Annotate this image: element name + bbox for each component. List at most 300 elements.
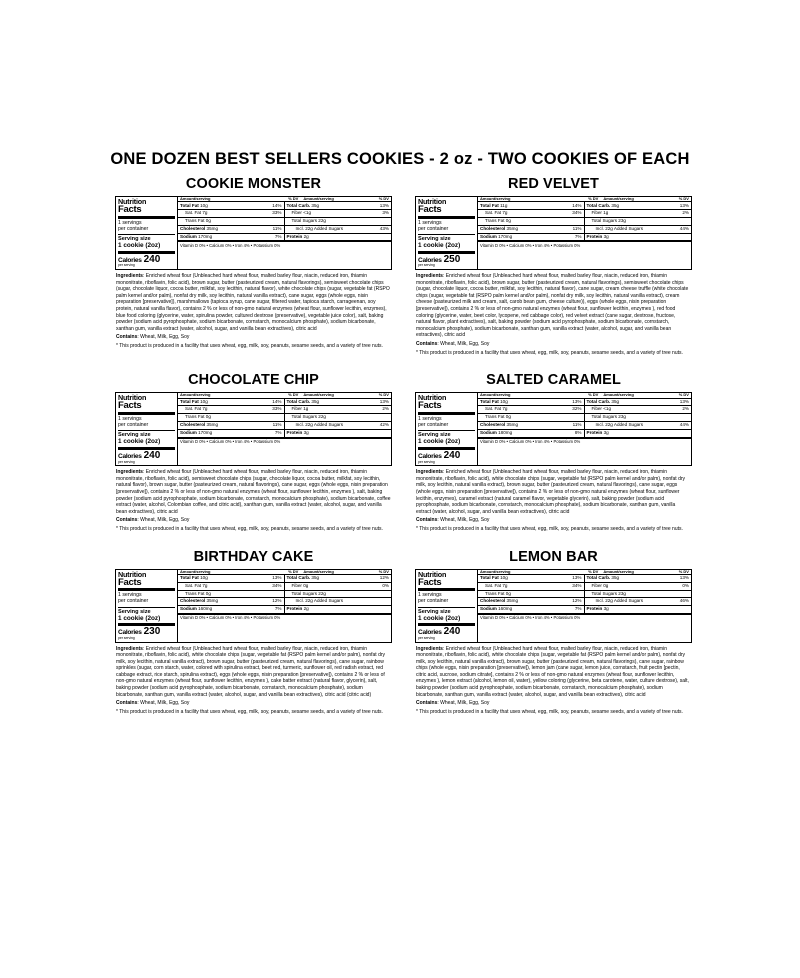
contains-text: Contains: Wheat, Milk, Egg, Soy <box>416 340 490 347</box>
nutrition-row-dv: 0% <box>682 582 689 588</box>
nutrition-row-dv: 7% <box>574 606 582 612</box>
nutrition-row-label: Trans Fat 0g <box>185 218 211 224</box>
header-amount-per-serving-left: Amount/serving <box>480 196 511 201</box>
calories-sublabel: per serving <box>118 459 135 464</box>
serving-size-label: Serving size <box>118 236 151 243</box>
nutrition-columns <box>478 399 691 439</box>
nutrition-summary-column <box>116 570 178 642</box>
ingredients-label: Ingredients <box>116 645 143 652</box>
nutrition-row <box>178 218 284 226</box>
nutrition-row-label: Total Carb. 35g <box>586 575 620 581</box>
nutrition-row-label: Total Sugars 22g <box>291 218 326 224</box>
nutrition-facts-heading-top: Nutrition <box>418 393 447 403</box>
nutrition-row-label: Total Fat 10g <box>180 202 208 208</box>
serving-size-label: Serving size <box>418 236 451 243</box>
nutrition-row-dv: 0% <box>382 582 389 588</box>
contains-text: Contains: Wheat, Milk, Egg, Soy <box>116 334 190 341</box>
calories-row <box>418 626 475 640</box>
contains-value: Wheat, Milk, Egg, Soy <box>140 700 190 707</box>
nutrition-row <box>285 430 392 439</box>
nutrition-row-label: Cholesterol 35mg <box>180 598 219 604</box>
nutrition-row <box>478 210 584 218</box>
nutrition-row <box>285 202 392 210</box>
row-spacer <box>110 535 710 549</box>
nutrition-row-label: Incl. 22g Added Sugars <box>295 422 344 428</box>
calories-value: 240 <box>143 253 161 265</box>
nutrition-facts-label <box>115 196 392 270</box>
serving-size-value: 1 cookie (2oz) <box>418 242 475 254</box>
nutrition-row <box>585 583 692 591</box>
nutrition-row-label: Protein 3g <box>586 606 609 612</box>
cookie-row <box>110 372 710 534</box>
nutrition-row-label: Protein 3g <box>586 233 609 239</box>
nutrition-facts-heading-bottom: Facts <box>418 578 475 592</box>
nutrition-row-label: Incl. 22g Added Sugars <box>295 225 344 231</box>
nutrition-row-label: Total Sugars 23g <box>591 590 626 596</box>
header-dv-left: % DV <box>588 568 599 574</box>
header-amount-per-serving-right: Amount/serving <box>603 392 634 398</box>
nutrition-row <box>585 430 692 439</box>
nutrition-column-right <box>285 399 392 439</box>
calories-value: 240 <box>143 449 161 461</box>
nutrition-row <box>478 583 584 591</box>
calories-row <box>118 626 175 640</box>
nutrition-row <box>585 202 692 210</box>
nutrition-column-right <box>585 399 692 439</box>
header-amount-per-serving-left: Amount/serving <box>180 392 211 398</box>
servings-per-container <box>118 220 175 235</box>
nutrition-columns <box>478 202 691 242</box>
cookie-card <box>110 176 397 358</box>
header-amount-per-serving-left: Amount/serving <box>180 196 211 201</box>
nutrition-row-label: Total Sugars 22g <box>291 414 326 420</box>
servings-per-container <box>118 592 175 607</box>
nutrition-row <box>478 218 584 226</box>
contains-value: Wheat, Milk, Egg, Soy <box>440 517 490 524</box>
nutrition-facts-heading-bottom: Facts <box>118 578 175 592</box>
nutrition-row <box>585 598 692 606</box>
nutrition-row-dv: 44% <box>679 225 689 231</box>
contains-text: Contains: Wheat, Milk, Egg, Soy <box>116 700 190 707</box>
nutrition-summary-column <box>416 197 478 269</box>
nutrition-row <box>178 406 284 414</box>
nutrition-row-dv: 12% <box>572 598 582 604</box>
nutrition-row <box>178 598 284 606</box>
nutrition-row <box>178 399 284 407</box>
nutrition-row <box>285 218 392 226</box>
nutrition-row <box>178 430 284 439</box>
nutrition-row-dv: 13% <box>679 398 689 404</box>
calories-label: Calories <box>418 256 442 264</box>
nutrition-row-dv: 13% <box>272 575 282 581</box>
ingredients-block <box>410 273 697 356</box>
calories-value: 240 <box>443 449 461 461</box>
servings-count: 1 servings <box>418 415 442 422</box>
nutrition-row <box>585 234 692 243</box>
ingredients-block <box>110 273 397 350</box>
servings-count: 1 servings <box>418 219 442 226</box>
servings-per-container <box>118 416 175 431</box>
ingredients-text: Ingredients: Enriched wheat flour (Unbleached hard wheat flour, malted barley flour, niacin, reduced iron, thiamin mononitrate, riboflavin, folic acid), semisweet chocolate chips (sugar, chocolate liquor, cocoa butter, milkfat, soy lecithin, natural flavor), brown sugar, butter (pasteurized cream, natural flavorings), cane sugar, eggs (whole eggs, nisin preparation [preservative]), contains 2 % or less of non-gmo natural enzymes (wheat flour, sunflower lecithin, enzymes ), salt, baking powder (sodium acid pyrophosphate, sodium bicarbonate, cornstarch, monocalcium phosphate), sodium bicarbonate, coffee extract (water, alcohol, Colombian coffee, and citric acid), xanthan gum, vanilla extract (water, alcohol, sugar, and vanilla bean extractives), citric acid <box>116 469 391 515</box>
nutrition-row-dv: 14% <box>272 202 282 208</box>
nutrition-row-label: Incl. 22g Added Sugars <box>595 598 644 604</box>
cookie-card <box>410 372 697 534</box>
nutrition-row <box>285 414 392 422</box>
contains-label: Contains <box>116 700 138 707</box>
header-amount-per-serving-right: Amount/serving <box>303 568 334 574</box>
ingredients-value: Enriched wheat flour (Unbleached hard wheat flour, malted barley flour, niacin, reduced iron, thiamin mononitrate, riboflavin, folic acid), white chocolate chips (sugar, vegetable fat (RSPO palm kernel and/or palm), nonfat dry milk, soy lecithin, natural vanilla extract), brown sugar, butter (pasteurized cream, natural flavorings), cane sugar, eggs (whole eggs, nisin preparation [preservative]), contains 2 % or less of non-gmo natural enzymes (wheat flour, sunflower lecithin, enzymes), caramel extract (natural caramel flavor, vegetable glycerin), salt, baking powder (sodium acid pyrophosphate, sodium bicarbonate, cornstarch, monocalcium phosphate), sodium bicarbonate, xanthan gum, vanilla extract (water, alcohol, sugar, and vanilla bean extractives), citric acid <box>416 469 686 515</box>
nutrition-row-label: Trans Fat 0g <box>485 414 511 420</box>
contains-label: Contains <box>416 340 438 347</box>
nutrition-row-dv: 2% <box>682 406 689 412</box>
contains-text: Contains: Wheat, Milk, Egg, Soy <box>416 700 490 707</box>
nutrition-row <box>478 598 584 606</box>
ingredients-text: Ingredients: Enriched wheat flour (Unbleached hard wheat flour, malted barley flour, niacin, reduced iron, thiamin mononitrate, riboflavin, folic acid), white chocolate chips (sugar, vegetable fat (RSPO palm kernel and/or palm), nonfat dry milk, soy lecithin, natural vanilla extract), brown sugar, butter (pasteurized cream, natural flavorings), cane sugar, rainbow sprinkles (sugar, corn starch, water, colored with spirulina extract, beet red, turmeric, sunflower oil, red radish extract, red cabbage extract, rice starch, spirulina extract), eggs (whole eggs, nisin preparation [preservative]), contains 2 % or less of non-gmo natural enzymes (wheat flour, sunflower lecithin, enzymes ), cake batter extract (natural flavor, glycerin), salt, baking powder (sodium acid pyrophosphate, sodium bicarbonate, cornstarch, monocalcium phosphate), sodium bicarbonate, xanthan gum, vanilla extract (water, alcohol, sugar, and vanilla bean extractives), citric acid (citric acid) <box>116 645 386 698</box>
nutrition-row-label: Incl. 22g Added Sugars <box>595 225 644 231</box>
header-dv-right: % DV <box>678 392 689 398</box>
nutrition-row-label: Incl. 22g Added Sugars <box>295 598 344 604</box>
nutrition-row-dv: 2% <box>682 210 689 216</box>
calories-row <box>118 450 175 464</box>
nutrition-column-left <box>478 202 585 242</box>
nutrition-row-label: Sodium 170mg <box>180 233 213 239</box>
nutrition-row <box>478 606 584 615</box>
nutrition-row-label: Sodium 160mg <box>180 606 213 612</box>
nutrition-summary-column <box>116 197 178 269</box>
nutrition-columns <box>178 399 391 439</box>
nutrition-row-label: Fiber <1g <box>591 406 612 412</box>
nutrition-detail-column <box>178 393 391 465</box>
servings-per-container <box>418 592 475 607</box>
cookie-card <box>110 549 397 718</box>
nutrition-row <box>585 575 692 583</box>
nutrition-row <box>478 202 584 210</box>
header-dv-left: % DV <box>588 392 599 398</box>
ingredients-text: Ingredients: Enriched wheat flour (Unbleached hard wheat flour, malted barley flour, niacin, reduced iron, thiamin mononitrate, riboflavin, folic acid), brown sugar, butter (pasteurized cream, natural flavorings), semisweet chocolate chips (sugar, chocolate liquor, cocoa butter, milkfat, soy lecithin, natural flavor), white chocolate chips (sugar, vegetable fat (RSPO palm kernel and/or palm), nonfat dry milk, soy lecithin, natural vanilla extract), cane sugar, eggs (whole eggs, nisin preparation [preservative]), marshmallows (tapioca syrup, cane sugar, filtered water, tapioca starch, carrageenan, soy protein, natural vanilla flavor), contains 2 % or less of non-gmo natural enzymes (wheat flour, sunflower lecithin, enzymes), blue food coloring (glycerine, water, spirulina powder, cultured dextrose (preservative), vegetable juice color), salt, baking powder (sodium acid pyrophosphate, sodium bicarbonate, cornstarch, monocalcium phosphate), sodium bicarbonate, xanthan gum, vanilla extract (water, alcohol, sugar, and vanilla bean extractives), citric acid <box>116 273 390 332</box>
calories-label: Calories <box>118 256 142 264</box>
contains-label: Contains <box>416 700 438 707</box>
nutrition-row-label: Protein 3g <box>286 429 309 435</box>
nutrition-row-label: Cholesterol 35mg <box>480 225 519 231</box>
cookie-name: SALTED CARAMEL <box>486 372 621 389</box>
nutrition-row <box>478 226 584 234</box>
serving-size-label: Serving size <box>418 608 451 615</box>
contains-text: Contains: Wheat, Milk, Egg, Soy <box>116 517 190 524</box>
ingredients-value: Enriched wheat flour (Unbleached hard wheat flour, malted barley flour, niacin, reduced iron, thiamin mononitrate, riboflavin, folic acid), semisweet chocolate chips (sugar, chocolate liquor, cocoa butter, milkfat, soy lecithin, natural flavor), brown sugar, butter (pasteurized cream, natural flavorings), cane sugar, eggs (whole eggs, nisin preparation [preservative]), contains 2 % or less of non-gmo natural enzymes (wheat flour, sunflower lecithin, enzymes ), salt, baking powder (sodium acid pyrophosphate, sodium bicarbonate, cornstarch, monocalcium phosphate), sodium bicarbonate, coffee extract (water, alcohol, Colombian coffee, and citric acid), xanthan gum, vanilla extract (water, alcohol, sugar, and vanilla bean extractives), citric acid <box>116 469 391 515</box>
nutrition-row-label: Total Sugars 23g <box>591 414 626 420</box>
nutrition-row-dv: 13% <box>679 575 689 581</box>
ingredients-block <box>110 469 397 532</box>
header-amount-per-serving-right: Amount/serving <box>303 392 334 398</box>
nutrition-row-label: Sodium 170mg <box>180 429 213 435</box>
header-dv-right: % DV <box>678 196 689 201</box>
calories-value: 240 <box>443 626 461 638</box>
nutrition-column-left <box>478 399 585 439</box>
nutrition-row-label: Total Fat 10g <box>180 575 208 581</box>
row-spacer <box>110 358 710 372</box>
calories-row <box>418 450 475 464</box>
cookie-name: RED VELVET <box>508 176 599 192</box>
nutrition-row-label: Sat. Fat 7g <box>185 582 208 588</box>
nutrition-column-right <box>285 575 392 615</box>
calories-sublabel: per serving <box>118 635 135 640</box>
nutrition-row-dv: 13% <box>379 398 389 404</box>
nutrition-row <box>178 583 284 591</box>
servings-per-container-label: per container <box>418 598 449 605</box>
nutrition-row-label: Sat. Fat 7g <box>485 406 508 412</box>
serving-size-label: Serving size <box>418 432 451 439</box>
nutrition-row-label: Sodium 180mg <box>480 429 513 435</box>
ingredients-label: Ingredients <box>116 273 143 280</box>
nutrition-facts-label <box>415 196 692 270</box>
nutrition-row <box>178 202 284 210</box>
nutrition-summary-column <box>416 570 478 642</box>
servings-per-container-label: per container <box>118 225 149 232</box>
nutrition-row-dv: 43% <box>379 225 389 231</box>
ingredients-label: Ingredients <box>416 645 443 652</box>
ingredients-text: Ingredients: Enriched wheat flour (Unbleached hard wheat flour, malted barley flour, niacin, reduced iron, thiamin mononitrate, riboflavin, folic acid), white chocolate chips (sugar, vegetable fat (RSPO palm kernel and/or palm), nonfat dry milk, soy lecithin, natural vanilla extract), brown sugar, butter (pasteurized cream, natural flavorings), cane sugar, rainbow chips (whole eggs, nisin preparation [preservative]), lemon jam (cane sugar, lemon juice, cornstarch, fruit pectin [pectin, citric acid, sucrose, sodium citrate], contains 2 % or less of non-gmo natural enzymes (wheat flour, sunflower lecithin, enzymes ), lemon extract (alcohol, lemon oil, water), yellow coloring (glycerine, beta carotene, water, culture dextrose), salt, baking powder (sodium acid pyrophosphate, sodium bicarbonate, cornstarch, monocalcium phosphate), sodium bicarbonate, xanthan gum, vanilla extract (water, alcohol, sugar, and vanilla bean extractives), citric acid <box>416 645 689 698</box>
calories-value: 230 <box>143 626 161 638</box>
calories-sublabel: per serving <box>418 263 435 268</box>
nutrition-row-dv: 13% <box>679 202 689 208</box>
nutrition-row <box>285 210 392 218</box>
nutrition-row-label: Trans Fat 0g <box>185 414 211 420</box>
cookie-card <box>410 549 697 718</box>
nutrition-row <box>585 414 692 422</box>
nutrition-facts-heading-top: Nutrition <box>118 197 147 206</box>
nutrition-row <box>585 210 692 218</box>
contains-value: Wheat, Milk, Egg, Soy <box>440 340 490 347</box>
serving-size-value: 1 cookie (2oz) <box>418 438 475 450</box>
nutrition-row <box>178 210 284 218</box>
nutrition-row <box>585 606 692 615</box>
nutrition-column-left <box>478 575 585 615</box>
calories-label: Calories <box>118 452 142 460</box>
servings-per-container <box>418 220 475 235</box>
nutrition-row-label: Trans Fat 0g <box>485 218 511 224</box>
page-title: ONE DOZEN BEST SELLERS COOKIES - 2 oz - TWO COOKIES OF EACH <box>110 150 690 168</box>
facility-note: * This product is produced in a facility that uses wheat, egg, milk, soy, peanuts, sesame seeds, and a variety of tree nuts. <box>116 525 383 532</box>
nutrition-row <box>178 234 284 243</box>
nutrition-row-dv: 11% <box>272 422 282 428</box>
nutrition-row <box>285 575 392 583</box>
serving-size-value: 1 cookie (2oz) <box>118 615 175 627</box>
nutrition-columns <box>178 202 391 242</box>
contains-value: Wheat, Milk, Egg, Soy <box>140 517 190 524</box>
calories-row <box>418 254 475 268</box>
contains-label: Contains <box>116 517 138 524</box>
nutrition-row <box>478 430 584 439</box>
nutrition-row-label: Total Carb. 35g <box>586 398 620 404</box>
nutrition-row <box>178 422 284 430</box>
nutrition-facts-heading-top: Nutrition <box>418 569 447 579</box>
nutrition-row-dv: 11% <box>272 225 282 231</box>
nutrition-row-dv: 44% <box>679 422 689 428</box>
nutrition-row-dv: 13% <box>572 398 582 404</box>
vitamins-row: Vitamin D 0% • Calcium 0% • Iron 4% • Potassium 0% <box>480 615 581 621</box>
nutrition-row-label: Sodium 170mg <box>480 233 513 239</box>
nutrition-row-label: Sat. Fat 7g <box>185 210 208 216</box>
nutrition-row <box>478 414 584 422</box>
ingredients-block <box>110 646 397 716</box>
nutrition-row-label: Fiber 1g <box>291 406 309 412</box>
facility-note: * This product is produced in a facility that uses wheat, egg, milk, soy, peanuts, sesame seeds, and a variety of tree nuts. <box>416 349 683 356</box>
calories-sublabel: per serving <box>418 635 435 640</box>
nutrition-facts-heading-bottom: Facts <box>418 401 475 415</box>
nutrition-row <box>585 226 692 234</box>
nutrition-column-right <box>285 202 392 242</box>
vitamins-row: Vitamin D 0% • Calcium 0% • Iron 4% • Potassium 0% <box>480 242 581 248</box>
nutrition-row-dv: 33% <box>272 210 282 216</box>
serving-size-label: Serving size <box>118 432 151 439</box>
contains-value: Wheat, Milk, Egg, Soy <box>140 334 190 341</box>
nutrition-row <box>585 399 692 407</box>
serving-size-value: 1 cookie (2oz) <box>418 615 475 627</box>
nutrition-facts-heading-top: Nutrition <box>118 393 147 403</box>
nutrition-row <box>285 226 392 234</box>
ingredients-text: Ingredients: Enriched wheat flour (Unbleached hard wheat flour, malted barley flour, niacin, reduced iron, thiamin mononitrate, riboflavin, folic acid), white chocolate chips (sugar, vegetable fat (RSPO palm kernel and/or palm), nonfat dry milk, soy lecithin, natural vanilla extract), brown sugar, butter (pasteurized cream, natural flavorings), cane sugar, eggs (whole eggs, nisin preparation [preservative]), contains 2 % or less of non-gmo natural enzymes (wheat flour, sunflower lecithin, enzymes), caramel extract (natural caramel flavor, vegetable glycerin), salt, baking powder (sodium acid pyrophosphate, sodium bicarbonate, cornstarch, monocalcium phosphate), sodium bicarbonate, xanthan gum, vanilla extract (water, alcohol, sugar, and vanilla bean extractives), citric acid <box>416 469 686 515</box>
nutrition-row-label: Fiber <1g <box>291 210 312 216</box>
nutrition-columns <box>178 575 391 615</box>
header-amount-per-serving-right: Amount/serving <box>603 568 634 574</box>
nutrition-summary-column <box>116 393 178 465</box>
nutrition-row-label: Incl. 22g Added Sugars <box>595 422 644 428</box>
cookie-name: BIRTHDAY CAKE <box>193 548 314 565</box>
nutrition-row-label: Cholesterol 35mg <box>480 598 519 604</box>
servings-count: 1 servings <box>118 592 142 599</box>
nutrition-row-dv: 11% <box>572 225 582 231</box>
nutrition-facts-label <box>115 392 392 466</box>
nutrition-row-label: Protein 2g <box>286 233 309 239</box>
nutrition-row <box>585 406 692 414</box>
facility-note: * This product is produced in a facility that uses wheat, egg, milk, soy, peanuts, sesame seeds, and a variety of tree nuts. <box>416 525 683 532</box>
nutrition-row-label: Sodium 160mg <box>480 606 513 612</box>
nutrition-row-dv: 33% <box>272 406 282 412</box>
nutrition-row-dv: 42% <box>379 422 389 428</box>
vitamins-row: Vitamin D 0% • Calcium 0% • Iron 4% • Potassium 0% <box>180 242 281 248</box>
nutrition-row-label: Total Fat 10g <box>180 398 208 404</box>
nutrition-row-label: Fiber 0g <box>291 582 309 588</box>
nutrition-row-label: Fiber 0g <box>591 582 609 588</box>
servings-per-container-label: per container <box>418 225 449 232</box>
nutrition-row-dv: 13% <box>572 575 582 581</box>
nutrition-row-label: Total Carb. 35g <box>286 398 320 404</box>
header-amount-per-serving-right: Amount/serving <box>303 196 334 201</box>
nutrition-row-dv: 14% <box>272 398 282 404</box>
nutrition-row-label: Total Fat 10g <box>480 398 508 404</box>
header-dv-right: % DV <box>378 196 389 201</box>
nutrition-row <box>285 399 392 407</box>
contains-text: Contains: Wheat, Milk, Egg, Soy <box>416 517 490 524</box>
nutrition-row-label: Trans Fat 0g <box>185 590 211 596</box>
cookie-name: LEMON BAR <box>509 548 598 565</box>
ingredients-text: Ingredients: Enriched wheat flour (Unbleached hard wheat flour, malted barley flour, niacin, reduced iron, thiamin mononitrate, riboflavin, folic acid), brown sugar, butter (pasteurized cream, natural flavorings), semisweet chocolate chips (sugar, chocolate liquor, cocoa butter, milkfat, soy lecithin, natural flavor), cane sugar, cream cheese truffle (white chocolate chips (sugar, vegetable fat (RSPO palm kernel and/or palm), nonfat dry milk, soy lecithin, natural vanilla extract), cream cheese (pasteurized milk and cream, salt, carob bean gum, cheese culture)), eggs (whole eggs, nisin preparation [preservative]), contains 2 % or less of non-gmo natural enzymes (wheat flour, sunflower lecithin, enzymes ), red food coloring (glycerine, water, beet color, lycopene, red cabbage color), red velvet extract (cane sugar, dextrose, fructose, natural flavor, plant extractives), salt, baking powder (sodium acid pyrophosphate, sodium bicarbonate, cornstarch, monocalcium phosphate), sodium bicarbonate, xanthan gum, vanilla extract (water, alcohol, sugar, and vanilla bean extractives), citric acid <box>416 273 689 339</box>
nutrition-row-dv: 13% <box>379 202 389 208</box>
nutrition-row <box>285 591 392 599</box>
cookie-row <box>110 549 710 718</box>
header-amount-per-serving-left: Amount/serving <box>480 568 511 574</box>
calories-sublabel: per serving <box>418 459 435 464</box>
servings-per-container <box>418 416 475 431</box>
nutrition-row-label: Total Sugars 22g <box>291 590 326 596</box>
header-amount-per-serving-right: Amount/serving <box>603 196 634 201</box>
nutrition-row-label: Cholesterol 35mg <box>180 422 219 428</box>
facility-note: * This product is produced in a facility that uses wheat, egg, milk, soy, peanuts, sesame seeds, and a variety of tree nuts. <box>416 708 683 715</box>
nutrition-detail-column <box>478 197 691 269</box>
contains-label: Contains <box>116 334 138 341</box>
nutrition-column-right <box>585 575 692 615</box>
nutrition-row <box>478 399 584 407</box>
servings-count: 1 servings <box>118 219 142 226</box>
nutrition-row <box>585 218 692 226</box>
header-dv-left: % DV <box>288 568 299 574</box>
nutrition-row-label: Total Carb. 35g <box>286 575 320 581</box>
serving-size-label: Serving size <box>118 608 151 615</box>
nutrition-row-label: Protein 3g <box>586 429 609 435</box>
nutrition-row <box>285 406 392 414</box>
nutrition-row-label: Sat. Fat 7g <box>485 210 508 216</box>
nutrition-columns <box>478 575 691 615</box>
nutrition-row-dv: 12% <box>379 575 389 581</box>
nutrition-facts-label <box>415 569 692 643</box>
cookie-card <box>410 176 697 358</box>
facility-note: * This product is produced in a facility that uses wheat, egg, milk, soy, peanuts, sesame seeds, and a variety of tree nuts. <box>116 342 383 349</box>
nutrition-column-left <box>178 575 285 615</box>
nutrition-row-dv: 7% <box>274 429 282 435</box>
nutrition-row-label: Trans Fat 0g <box>485 590 511 596</box>
ingredients-label: Ingredients <box>116 469 143 476</box>
nutrition-row <box>285 422 392 430</box>
nutrition-row <box>478 591 584 599</box>
nutrition-row-label: Total Fat 10g <box>480 575 508 581</box>
nutrition-facts-label <box>115 569 392 643</box>
header-amount-per-serving-left: Amount/serving <box>480 392 511 398</box>
nutrition-row-dv: 34% <box>572 582 582 588</box>
nutrition-column-left <box>178 202 285 242</box>
ingredients-value: Enriched wheat flour (Unbleached hard wheat flour, malted barley flour, niacin, reduced iron, thiamin mononitrate, riboflavin, folic acid), brown sugar, butter (pasteurized cream, natural flavorings), semisweet chocolate chips (sugar, chocolate liquor, cocoa butter, milkfat, soy lecithin, natural flavor), cane sugar, cream cheese truffle (white chocolate chips (sugar, vegetable fat (RSPO palm kernel and/or palm), nonfat dry milk, soy lecithin, natural vanilla extract), cream cheese (pasteurized milk and cream, salt, carob bean gum, cheese culture)), eggs (whole eggs, nisin preparation [preservative]), contains 2 % or less of non-gmo natural enzymes (wheat flour, sunflower lecithin, enzymes ), red food coloring (glycerine, water, beet color, lycopene, red cabbage color), red velvet extract (cane sugar, dextrose, fructose, natural flavor, plant extractives), salt, baking powder (sodium acid pyrophosphate, sodium bicarbonate, cornstarch, monocalcium phosphate), sodium bicarbonate, xanthan gum, vanilla extract (water, alcohol, sugar, and vanilla bean extractives), citric acid <box>416 273 689 339</box>
ingredients-value: Enriched wheat flour (Unbleached hard wheat flour, malted barley flour, niacin, reduced iron, thiamin mononitrate, riboflavin, folic acid), white chocolate chips (sugar, vegetable fat (RSPO palm kernel and/or palm), nonfat dry milk, soy lecithin, natural vanilla extract), brown sugar, butter (pasteurized cream, natural flavorings), cane sugar, rainbow chips (whole eggs, nisin preparation [preservative]), lemon jam (cane sugar, lemon juice, cornstarch, fruit pectin [pectin, citric acid, sucrose, sodium citrate], contains 2 % or less of non-gmo natural enzymes (wheat flour, sunflower lecithin, enzymes ), lemon extract (alcohol, lemon oil, water), yellow coloring (glycerine, beta carotene, water, culture dextrose), salt, baking powder (sodium acid pyrophosphate, sodium bicarbonate, cornstarch, monocalcium phosphate), sodium bicarbonate, xanthan gum, vanilla extract (water, alcohol, sugar, and vanilla bean extractives), citric acid <box>416 645 689 698</box>
nutrition-row <box>478 234 584 243</box>
header-dv-left: % DV <box>288 392 299 398</box>
nutrition-row-dv: 7% <box>274 233 282 239</box>
header-dv-right: % DV <box>378 568 389 574</box>
nutrition-row-label: Fiber 1g <box>591 210 609 216</box>
nutrition-detail-column <box>478 570 691 642</box>
facility-note: * This product is produced in a facility that uses wheat, egg, milk, soy, peanuts, sesame seeds, and a variety of tree nuts. <box>116 708 383 715</box>
nutrition-detail-column <box>178 570 391 642</box>
ingredients-label: Ingredients <box>416 273 443 280</box>
nutrition-row-dv: 7% <box>574 233 582 239</box>
nutrition-row-label: Sat. Fat 7g <box>185 406 208 412</box>
nutrition-row <box>478 422 584 430</box>
nutrition-row-label: Sat. Fat 7g <box>485 582 508 588</box>
cookie-row <box>110 176 710 358</box>
contains-value: Wheat, Milk, Egg, Soy <box>440 700 490 707</box>
nutrition-row-dv: 11% <box>572 422 582 428</box>
calories-row <box>118 254 175 268</box>
nutrition-row-dv: 34% <box>572 210 582 216</box>
nutrition-row <box>178 575 284 583</box>
calories-sublabel: per serving <box>118 263 135 268</box>
nutrition-row-label: Protein 2g <box>286 606 309 612</box>
ingredients-label: Ingredients <box>416 469 443 476</box>
nutrition-row-dv: 12% <box>272 598 282 604</box>
nutrition-row-dv: 8% <box>574 429 582 435</box>
cookie-grid <box>110 176 710 717</box>
nutrition-row-dv: 32% <box>572 406 582 412</box>
nutrition-row-dv: 14% <box>572 202 582 208</box>
nutrition-row <box>585 591 692 599</box>
